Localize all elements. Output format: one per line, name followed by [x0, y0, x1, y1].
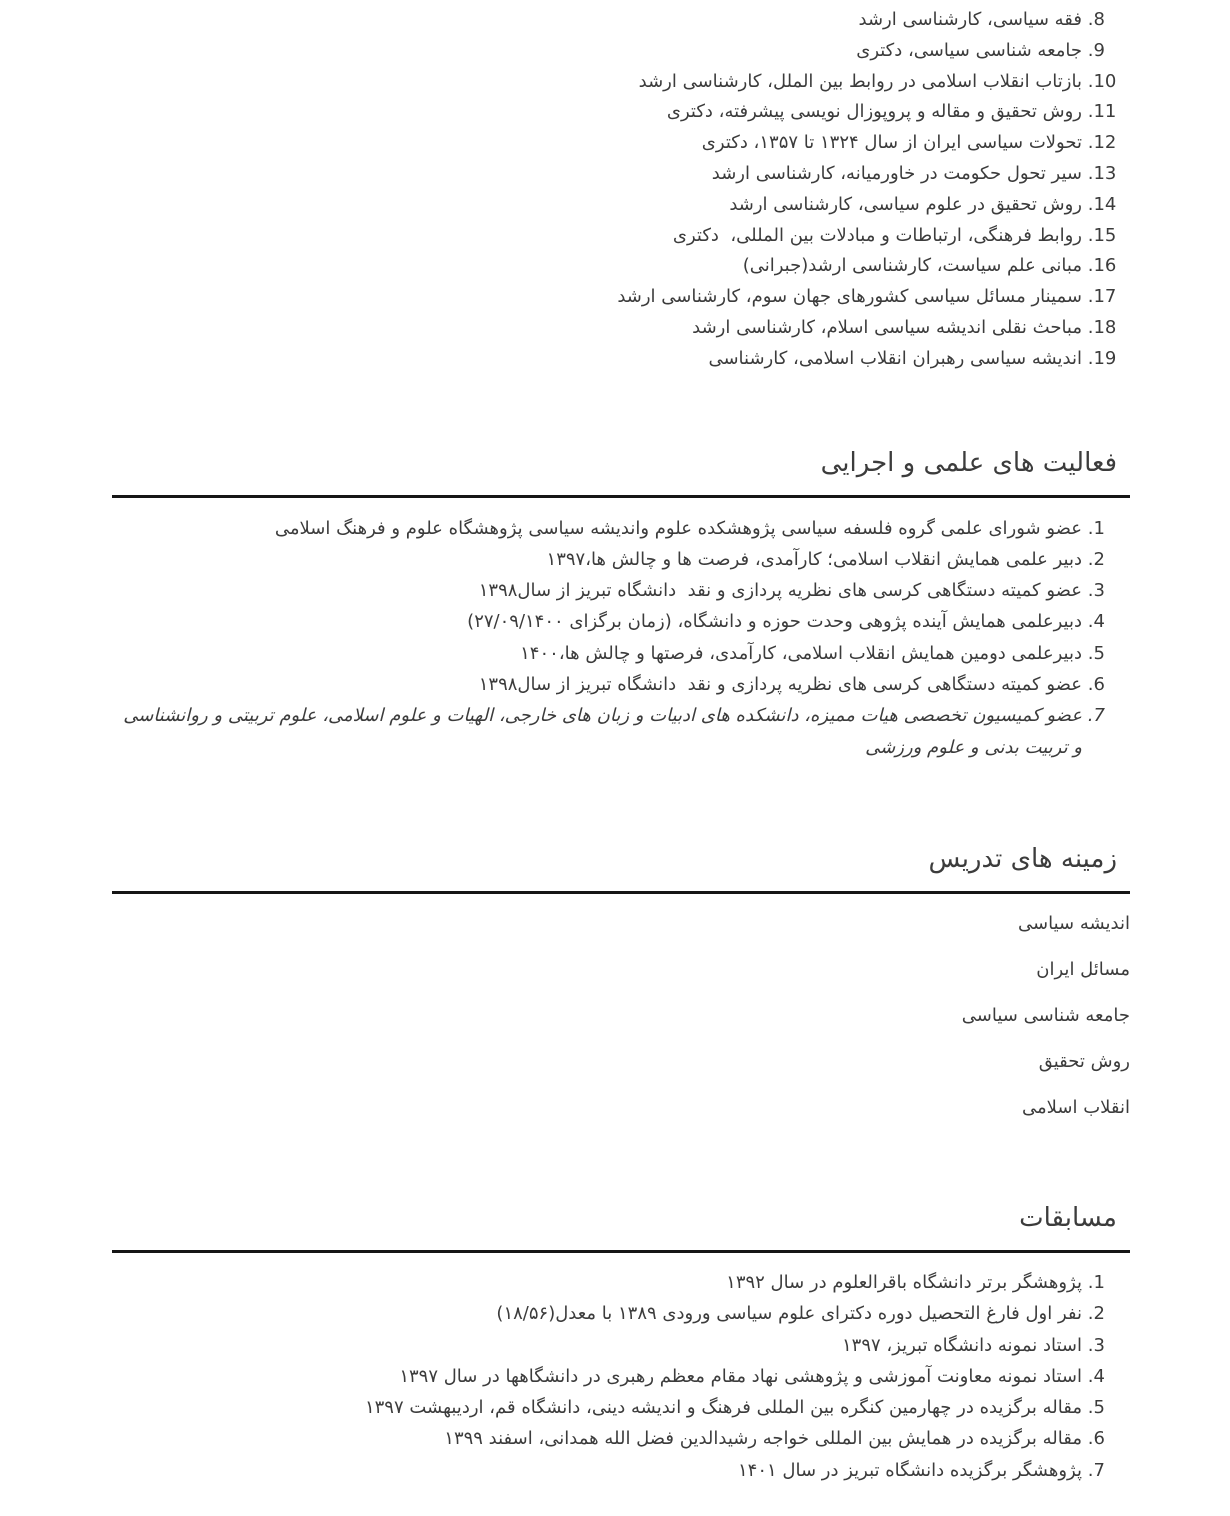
course-item: 9. جامعه شناسی سیاسی، دکتری — [112, 36, 1082, 67]
activity-item: 1. عضو شورای علمی گروه فلسفه سیاسی پژوهشکده علوم واندیشه سیاسی پژوهشگاه علوم و فرهنگ اسلامی — [112, 513, 1082, 544]
course-item: 19. اندیشه سیاسی رهبران انقلاب اسلامی، کارشناسی — [112, 344, 1082, 375]
section-competitions — [112, 1198, 1130, 1486]
competition-item: 6. مقاله برگزیده در همایش بین المللی خواجه رشیدالدین فضل الله همدانی، اسفند ۱۳۹۹ — [112, 1423, 1082, 1454]
courses-list — [112, 5, 1130, 375]
course-item: 17. سمینار مسائل سیاسی کشورهای جهان سوم، کارشناسی ارشد — [112, 282, 1082, 313]
competition-item: 2. نفر اول فارغ التحصیل دوره دکترای علوم سیاسی ورودی ۱۳۸۹ با معدل(۱۸/۵۶) — [112, 1298, 1082, 1329]
teaching-item: اندیشه سیاسی — [1018, 912, 1130, 934]
activity-item: 3. عضو کمیته دستگاهی کرسی های نظریه پردازی و نقد دانشگاه تبریز از سال۱۳۹۸ — [112, 575, 1082, 606]
activities-list — [112, 513, 1130, 763]
section-divider — [112, 495, 1130, 498]
teaching-item: جامعه شناسی سیاسی — [961, 1004, 1130, 1026]
activity-item: 7. عضو کمیسیون تخصصی هیات ممیزه، دانشکده های ادبیات و زبان های خارجی، الهیات و علوم اسلامی، علوم تربیتی و روانشناسی و تربیت بدنی و علوم ورزشی — [112, 700, 1082, 763]
activity-item: 4. دبیرعلمی همایش آینده پژوهی وحدت حوزه و دانشگاه، (زمان برگزای ۲۷/۰۹/۱۴۰۰) — [112, 606, 1082, 637]
course-item: 14. روش تحقیق در علوم سیاسی، کارشناسی ارشد — [112, 190, 1082, 221]
section-divider — [112, 891, 1130, 894]
activities-section-title: فعالیت های علمی و اجرایی — [820, 447, 1117, 478]
activity-item: 5. دبیرعلمی دومین همایش انقلاب اسلامی، کارآمدی، فرصتها و چالش ها،۱۴۰۰ — [112, 638, 1082, 669]
course-item: 13. سیر تحول حکومت در خاورمیانه، کارشناسی ارشد — [112, 159, 1082, 190]
teaching-item: مسائل ایران — [1036, 958, 1130, 980]
course-item: 8. فقه سیاسی، کارشناسی ارشد — [112, 5, 1082, 36]
competition-item: 5. مقاله برگزیده در چهارمین کنگره بین المللی فرهنگ و اندیشه دینی، دانشگاه قم، اردیبهشت ۱۳۹۷ — [112, 1392, 1082, 1423]
course-item: 10. بازتاب انقلاب اسلامی در روابط بین الملل، کارشناسی ارشد — [112, 67, 1082, 98]
activity-item: 6. عضو کمیته دستگاهی کرسی های نظریه پردازی و نقد دانشگاه تبریز از سال۱۳۹۸ — [112, 669, 1082, 700]
course-item: 15. روابط فرهنگی، ارتباطات و مبادلات بین المللی، دکتری — [112, 221, 1082, 252]
cv-page — [112, 0, 1130, 1486]
activity-item: 2. دبیر علمی همایش انقلاب اسلامی؛ کارآمدی، فرصت ها و چالش ها،۱۳۹۷ — [112, 544, 1082, 575]
competitions-list — [112, 1267, 1130, 1486]
course-item: 18. مباحث نقلی اندیشه سیاسی اسلام، کارشناسی ارشد — [112, 313, 1082, 344]
teaching-section-title: زمینه های تدریس — [928, 843, 1117, 874]
teaching-list — [112, 912, 1130, 1120]
teaching-item: انقلاب اسلامی — [1022, 1096, 1130, 1118]
competition-item: 1. پژوهشگر برتر دانشگاه باقرالعلوم در سال ۱۳۹۲ — [112, 1267, 1082, 1298]
competition-item: 4. استاد نمونه معاونت آموزشی و پژوهشی نهاد مقام معظم رهبری در دانشگاهها در سال ۱۳۹۷ — [112, 1361, 1082, 1392]
section-activities — [112, 443, 1130, 763]
competitions-section-title: مسابقات — [1019, 1202, 1117, 1233]
competition-item: 7. پژوهشگر برگزیده دانشگاه تبریز در سال ۱۴۰۱ — [112, 1455, 1082, 1486]
teaching-item: روش تحقیق — [1038, 1050, 1130, 1072]
section-divider — [112, 1250, 1130, 1253]
course-item: 11. روش تحقیق و مقاله و پروپوزال نویسی پیشرفته، دکتری — [112, 97, 1082, 128]
course-item: 16. مبانی علم سیاست، کارشناسی ارشد(جبرانی) — [112, 251, 1082, 282]
section-teaching — [112, 839, 1130, 1120]
course-item: 12. تحولات سیاسی ایران از سال ۱۳۲۴ تا ۱۳۵۷، دکتری — [112, 128, 1082, 159]
competition-item: 3. استاد نمونه دانشگاه تبریز، ۱۳۹۷ — [112, 1330, 1082, 1361]
